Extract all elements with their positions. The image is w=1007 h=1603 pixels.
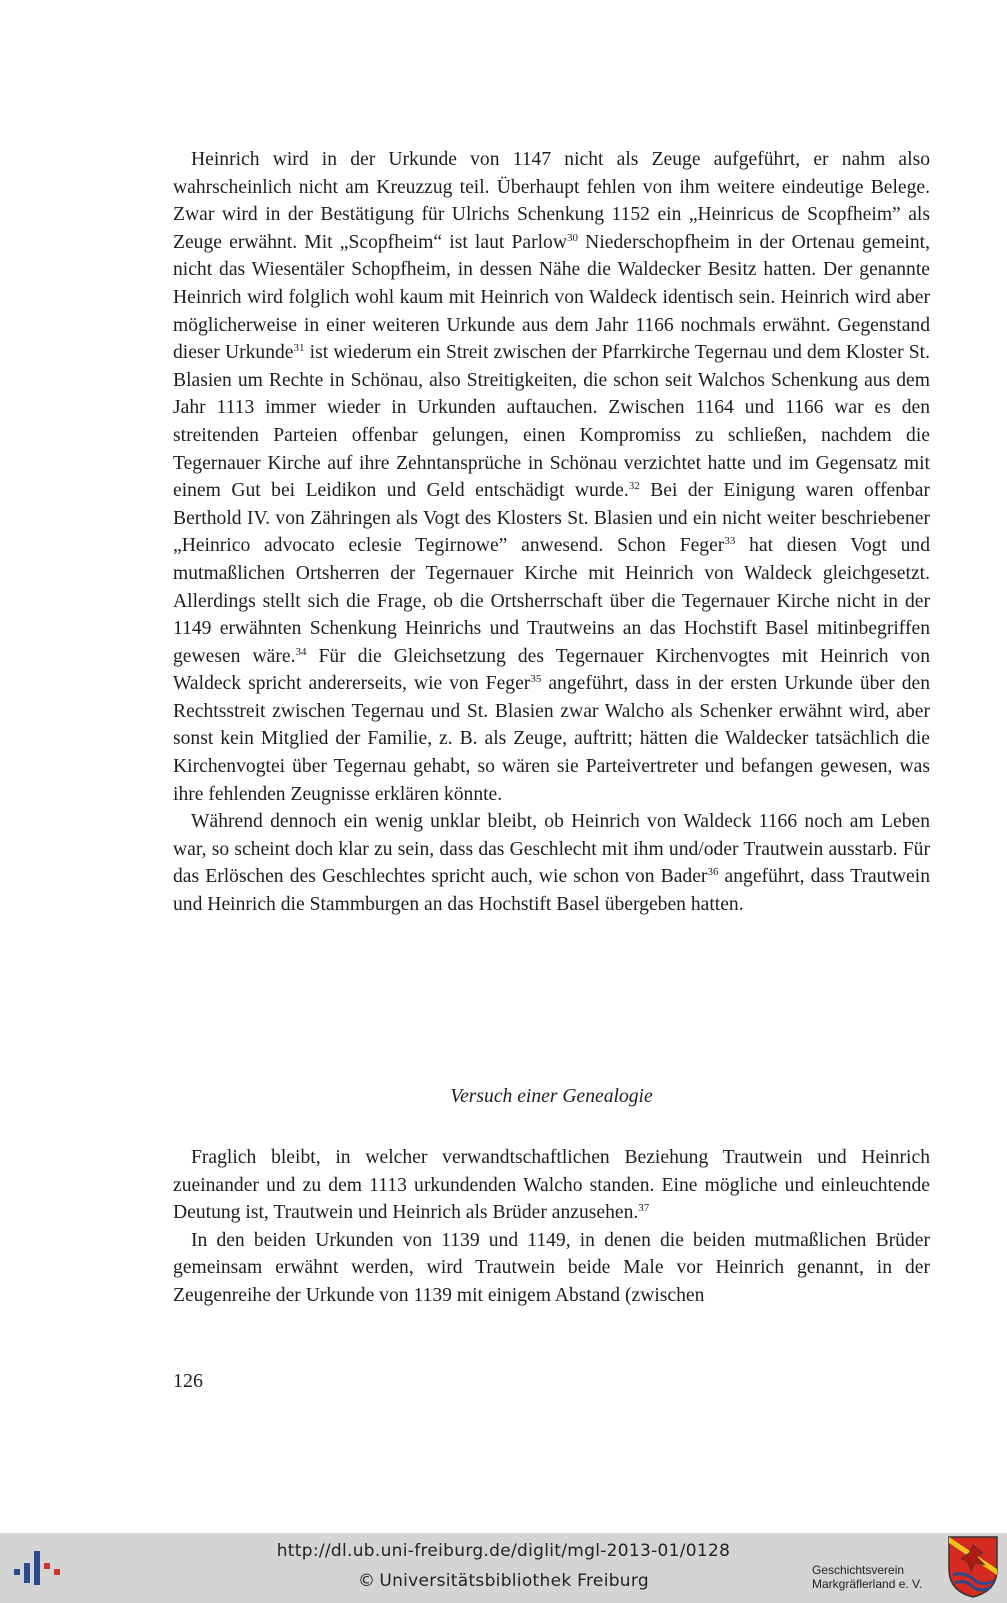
text-run: Niederschopfheim in der Ortenau gemeint, nicht das Wiesentäler Schopfheim, in dessen Nähe die Waldecker Besitz hatten. Der genannte Heinrich wird folglich wohl kaum mit Heinrich von Waldeck identisch sein. Heinrich wird aber möglicherweise in einer weiteren Urkunde aus dem Jahr 1166 nochmals erwähnt. Gegenstand dieser Urkunde	[173, 231, 930, 364]
text-run: angeführt, dass Trautwein und Heinrich die Stammburgen an das Hochstift Basel übergeben hatten.	[173, 866, 930, 916]
source-url-link[interactable]: http://dl.ub.uni-freiburg.de/diglit/mgl-2013-01/0128	[276, 1541, 731, 1561]
copyright-symbol: ©	[358, 1571, 376, 1591]
paragraph	[173, 146, 930, 808]
society-name	[812, 1563, 922, 1591]
text-run: Heinrich wird in der Urkunde von 1147 nicht als Zeuge aufgeführt, er nahm also wahrscheinlich nicht am Kreuzzug teil. Überhaupt fehlen von ihm weitere eindeutige Belege. Zwar wird in der Bestätigung für Ulrichs Schenkung 1152 ein „Heinricus de Scopfheim” als Zeuge erwähnt. Mit „Scopfheim“ ist laut Parlow	[173, 149, 930, 253]
footnote-ref[interactable]: 33	[724, 535, 736, 548]
text-run: Bei der Einigung waren offenbar Berthold IV. von Zähringen als Vogt des Klosters St. Blasien und ein nicht weiter beschriebener „Heinrico advocato eclesie Tegirnowe” anwesend. Schon Feger	[173, 480, 930, 557]
text-run: Für die Gleichsetzung des Tegernauer Kirchenvogtes mit Heinrich von Waldeck spricht andererseits, wie von Feger	[173, 645, 930, 695]
text-run: Fraglich bleibt, in welcher verwandtschaftlichen Beziehung Trautwein und Heinrich zueinander und zu dem 1113 urkundenden Walcho standen. Eine mögliche und einleuchtende Deutung ist, Trautwein und Heinrich als Brüder anzusehen.	[173, 1147, 930, 1224]
society-name-line2: Markgräflerland e. V.	[812, 1577, 923, 1591]
paragraph	[173, 1144, 930, 1227]
text-run: Während dennoch ein wenig unklar bleibt, ob Heinrich von Waldeck 1166 noch am Leben war, so scheint doch klar zu sein, dass das Geschlecht mit ihm und/oder Trautwein ausstarb. Für das Erlöschen des Geschlechtes spricht auch, wie schon von Bader	[173, 811, 930, 888]
copyright-holder: Universitätsbibliothek Freiburg	[379, 1571, 649, 1591]
text-run: ist wiederum ein Streit zwischen der Pfarrkirche Tegernau und dem Kloster St. Blasien um Rechte in Schönau, also Streitigkeiten, die schon seit Walchos Schenkung aus dem Jahr 1113 immer wieder in Urkunden auftauchen. Zwischen 1164 und 1166 war es den streitenden Parteien offenbar gelungen, einen Kompromiss zu schließen, nachdem die Tegernauer Kirche auf ihre Zehntansprüche in Schönau verzichtet hatte und im Gegensatz mit einem Gut bei Leidikon und Geld entschädigt wurde.	[173, 342, 930, 502]
footnote-ref[interactable]: 32	[628, 480, 640, 493]
footnote-ref[interactable]: 34	[295, 645, 307, 658]
text-run: In den beiden Urkunden von 1139 und 1149, in denen die beiden mutmaßlichen Brüder gemeinsam erwähnt werden, wird Trautwein beide Male vor Heinrich genannt, in der Zeugenreihe der Urkunde von 1139 mit einigem Abstand (zwischen	[173, 1229, 930, 1306]
footer-bar	[0, 1533, 1007, 1603]
society-name-line1: Geschichtsverein	[812, 1563, 905, 1577]
section-text	[173, 1144, 930, 1310]
footnote-ref[interactable]: 35	[530, 673, 542, 686]
text-run: hat diesen Vogt und mutmaßlichen Ortsherren der Tegernauer Kirche mit Heinrich von Waldeck gleichgesetzt. Allerdings stellt sich die Frage, ob die Ortsherrschaft über die Tegernauer Kirche nicht in der 1149 erwähnten Schenkung Heinrichs und Trautweins an das Hochstift Basel mitinbegriffen gewesen wäre.	[173, 535, 930, 667]
footnote-ref[interactable]: 37	[638, 1202, 650, 1215]
section-heading: Versuch einer Genealogie	[450, 1086, 653, 1107]
paragraph	[173, 1227, 930, 1310]
footnote-ref[interactable]: 36	[707, 866, 719, 879]
footnote-ref[interactable]: 30	[567, 231, 578, 244]
main-text	[173, 146, 930, 919]
text-run: angeführt, dass in der ersten Urkunde über den Rechtsstreit zwischen Tegernau und St. Blasien zwar Walcho als Schenker erwähnt wird, aber sonst kein Mitglied der Familie, z. B. als Zeuge, auftritt; hätten die Waldecker tatsächlich die Kirchenvogtei über Tegernau gehabt, so wären sie Parteivertreter und befangen gewesen, was ihre fehlenden Zeugnisse erklären könnte.	[173, 673, 930, 805]
coat-of-arms-icon	[947, 1535, 999, 1599]
page-number: 126	[173, 1370, 203, 1392]
footnote-ref[interactable]: 31	[293, 342, 305, 355]
paragraph	[173, 808, 930, 918]
